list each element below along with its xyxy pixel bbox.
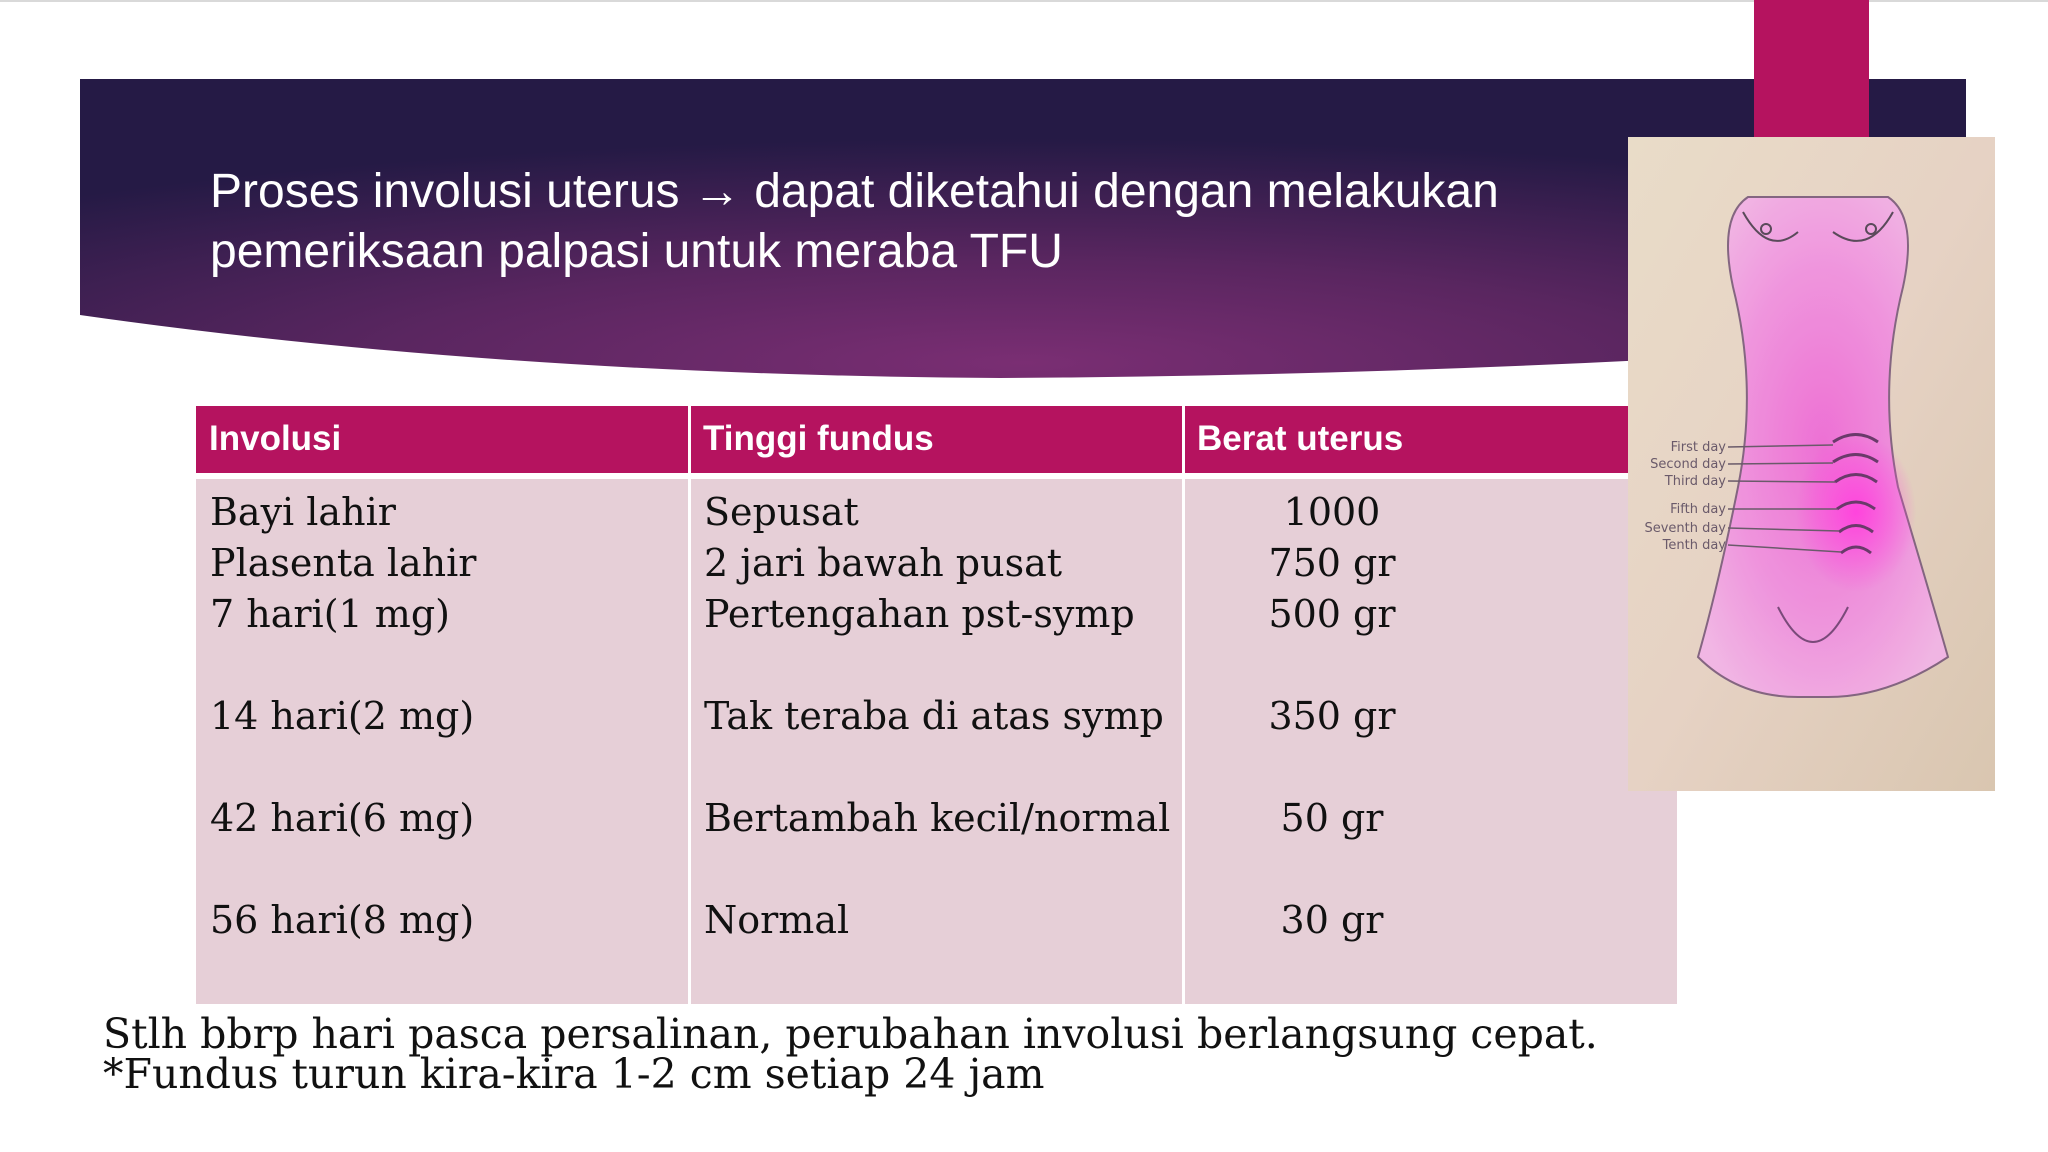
label-fifth-day: Fifth day — [1670, 502, 1726, 517]
header-divider — [196, 473, 1677, 479]
cell-involusi: Plasenta lahir — [210, 541, 477, 585]
title-line-2: pemeriksaan palpasi untuk meraba TFU — [210, 225, 1063, 278]
header-tinggi-fundus: Tinggi fundus — [703, 419, 934, 458]
cell-involusi: 56 hari(8 mg) — [210, 898, 475, 942]
cell-tinggi: Pertengahan pst-symp — [704, 592, 1135, 636]
cell-berat: 50 gr — [1280, 796, 1384, 840]
cell-berat: 350 gr — [1268, 694, 1396, 738]
slide-title — [210, 162, 1610, 282]
footer-note — [103, 1010, 1598, 1098]
accent-bar — [1754, 0, 1869, 140]
cell-involusi: Bayi lahir — [210, 490, 396, 534]
cell-involusi: 7 hari(1 mg) — [210, 592, 450, 636]
label-third-day: Third day — [1664, 474, 1726, 489]
label-tenth-day: Tenth day — [1662, 538, 1726, 553]
cell-tinggi: Sepusat — [704, 490, 859, 534]
footer-line-2: *Fundus turun kira-kira 1-2 cm setiap 24 jam — [103, 1050, 1045, 1098]
footer-line-1: Stlh bbrp hari pasca persalinan, perubahan involusi berlangsung cepat. — [103, 1010, 1598, 1058]
cell-berat: 1000 — [1283, 490, 1381, 534]
cell-involusi: 14 hari(2 mg) — [210, 694, 475, 738]
involution-table — [196, 406, 1677, 1004]
cell-berat: 750 gr — [1268, 541, 1396, 585]
cell-involusi: 42 hari(6 mg) — [210, 796, 475, 840]
cell-tinggi: Tak teraba di atas symp — [704, 694, 1164, 738]
cell-berat: 30 gr — [1280, 898, 1384, 942]
header-berat-uterus: Berat uterus — [1197, 419, 1404, 458]
cell-tinggi: Bertambah kecil/normal — [704, 796, 1171, 840]
label-first-day: First day — [1670, 440, 1726, 455]
header-involusi: Involusi — [209, 419, 342, 458]
cell-tinggi: Normal — [704, 898, 850, 942]
uterus-involution-illustration — [1628, 137, 1995, 791]
column-divider — [688, 406, 691, 1004]
label-second-day: Second day — [1650, 457, 1726, 472]
column-divider — [1182, 406, 1185, 1004]
title-line-1: Proses involusi uterus → dapat diketahui dengan melakukan — [210, 165, 1499, 218]
cell-berat: 500 gr — [1268, 592, 1396, 636]
label-seventh-day: Seventh day — [1644, 521, 1726, 536]
cell-tinggi: 2 jari bawah pusat — [704, 541, 1063, 585]
